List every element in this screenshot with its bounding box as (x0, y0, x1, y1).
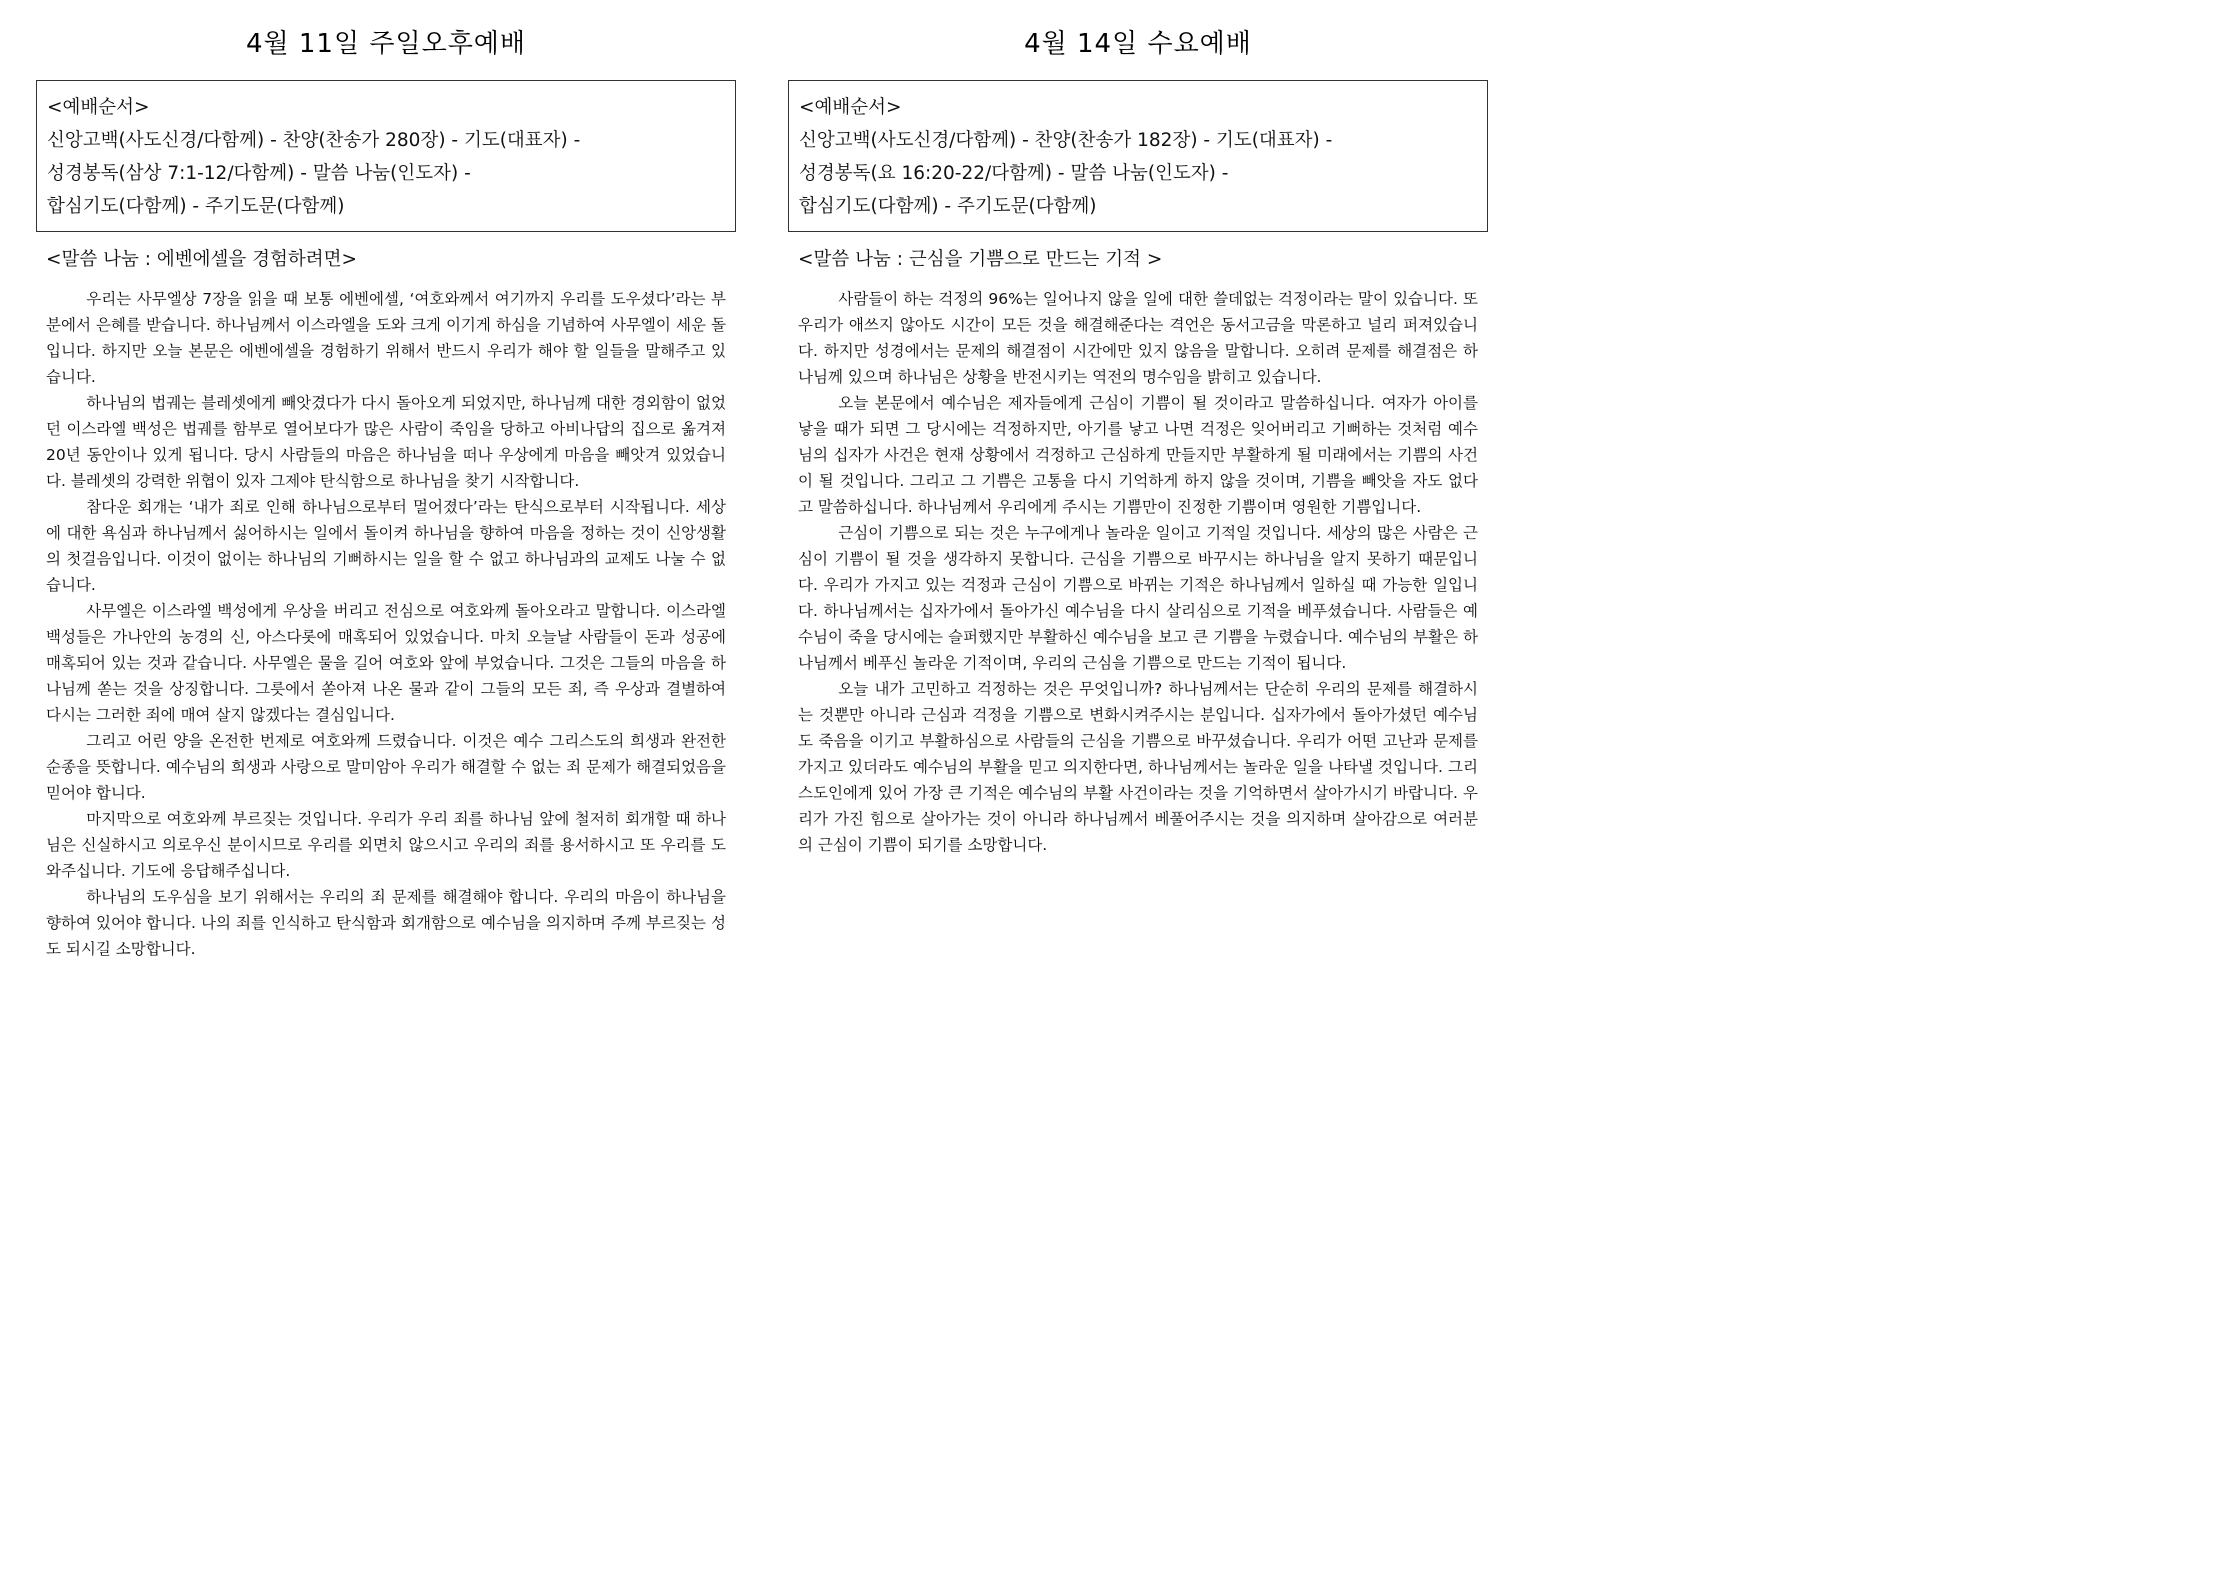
left-sermon-paragraph: 사무엘은 이스라엘 백성에게 우상을 버리고 전심으로 여호와께 돌아오라고 말합니다. 이스라엘 백성들은 가나안의 농경의 신, 아스다롯에 매혹되어 있었습니다. 마치 오늘날 사람들이 돈과 성공에 매혹되어 있는 것과 같습니다. 사무엘은 물을 길어 여호와 앞에 부었습니다. 그것은 그들의 마음을 하나님께 쏟는 것을 상징합니다. 그릇에서 쏟아져 나온 물과 같이 그들의 모든 죄, 즉 우상과 결별하여 다시는 그러한 죄에 매여 살지 않겠다는 결심입니다. (46, 602, 726, 724)
right-sermon-heading: <말씀 나눔 : 근심을 기쁨으로 만드는 기적 > (798, 249, 1163, 270)
right-sermon-paragraph: 오늘 내가 고민하고 걱정하는 것은 무엇입니까? 하나님께서는 단순히 우리의 문제를 해결하시는 것뿐만 아니라 근심과 걱정을 기쁨으로 변화시켜주시는 분입니다. 십자가에서 돌아가셨던 예수님도 죽음을 이기고 부활하심으로 사람들의 근심을 기쁨으로 바꾸셨습니다. 우리가 어떤 고난과 문제를 가지고 있더라도 예수님의 부활을 믿고 의지한다면, 하나님께서는 놀라운 일을 나타낼 것입니다. 그리스도인에게 있어 가장 큰 기적은 예수님의 부활 사건이라는 것을 기억하면서 살아가시기 바랍니다. 우리가 가진 힘으로 살아가는 것이 아니라 하나님께서 베풀어주시는 것을 의지하며 살아감으로 여러분의 근심이 기쁨이 되기를 소망합니다. (798, 680, 1478, 854)
left-order-line: 성경봉독(삼상 7:1-12/다함께) - 말씀 나눔(인도자) - (47, 163, 471, 184)
right-sermon-paragraph: 오늘 본문에서 예수님은 제자들에게 근심이 기쁨이 될 것이라고 말씀하십니다. 여자가 아이를 낳을 때가 되면 그 당시에는 걱정하지만, 아기를 낳고 나면 걱정은 잊어버리고 기뻐하는 것처럼 예수님의 십자가 사건은 현재 상황에서 걱정하고 근심하게 만들지만 부활하게 될 미래에서는 기쁨의 사건이 될 것입니다. 그리고 그 기쁨은 고통을 다시 기억하게 하지 않을 것이며, 기쁨을 빼앗을 자도 없다고 말씀하십니다. 하나님께서 우리에게 주시는 기쁨만이 진정한 기쁨이며 영원한 기쁨입니다. (798, 394, 1478, 516)
left-order-line: 신앙고백(사도신경/다함께) - 찬양(찬송가 280장) - 기도(대표자) - (47, 130, 581, 151)
left-sermon-paragraph: 하나님의 법궤는 블레셋에게 빼앗겼다가 다시 돌아오게 되었지만, 하나님께 대한 경외함이 없었던 이스라엘 백성은 법궤를 함부로 열어보다가 많은 사람이 죽임을 당하고 아비나답의 집으로 옮겨져 20년 동안이나 있게 됩니다. 당시 사람들의 마음은 하나님을 떠나 우상에게 마음을 빼앗겨 있었습니다. 블레셋의 강력한 위협이 있자 그제야 탄식함으로 하나님을 찾기 시작합니다. (46, 394, 726, 490)
left-sermon-paragraph: 그리고 어린 양을 온전한 번제로 여호와께 드렸습니다. 이것은 예수 그리스도의 희생과 완전한 순종을 뜻합니다. 예수님의 희생과 사랑으로 말미암아 우리가 해결할 수 없는 죄 문제가 해결되었음을 믿어야 합니다. (46, 732, 726, 802)
left-sermon-paragraph: 참다운 회개는 ‘내가 죄로 인해 하나님으로부터 멀어졌다’라는 탄식으로부터 시작됩니다. 세상에 대한 욕심과 하나님께서 싫어하시는 일에서 돌이켜 하나님을 향하여 마음을 정하는 것이 신앙생활의 첫걸음입니다. 이것이 없이는 하나님의 기뻐하시는 일을 할 수 없고 하나님과의 교제도 나눌 수 없습니다. (46, 498, 726, 594)
right-service-title: 4월 14일 수요예배 (1024, 29, 1252, 59)
right-sermon-paragraph: 근심이 기쁨으로 되는 것은 누구에게나 놀라운 일이고 기적일 것입니다. 세상의 많은 사람은 근심이 기쁨이 될 것을 생각하지 못합니다. 근심을 기쁨으로 바꾸시는 하나님을 알지 못하기 때문입니다. 우리가 가지고 있는 걱정과 근심이 기쁨으로 바뀌는 기적은 하나님께서 일하실 때 가능한 일입니다. 하나님께서는 십자가에서 돌아가신 예수님을 다시 살리심으로 기적을 베푸셨습니다. 사람들은 예수님이 죽을 당시에는 슬퍼했지만 부활하신 예수님을 보고 큰 기쁨을 누렸습니다. 예수님의 부활은 하나님께서 베푸신 놀라운 기적이며, 우리의 근심을 기쁨으로 만드는 기적이 됩니다. (798, 524, 1478, 672)
right-order-line: 신앙고백(사도신경/다함께) - 찬양(찬송가 182장) - 기도(대표자) - (799, 130, 1333, 151)
left-service-title: 4월 11일 주일오후예배 (245, 29, 527, 59)
left-sermon-paragraph: 하나님의 도우심을 보기 위해서는 우리의 죄 문제를 해결해야 합니다. 우리의 마음이 하나님을 향하여 있어야 합니다. 나의 죄를 인식하고 탄식함과 회개함으로 예수님을 의지하며 주께 부르짖는 성도 되시길 소망합니다. (46, 888, 726, 958)
right-bulletin-column (788, 0, 1488, 858)
left-order-heading: <예배순서> (47, 97, 150, 118)
left-worship-order-box (36, 80, 736, 232)
left-bulletin-column (36, 0, 736, 962)
left-order-line: 합심기도(다함께) - 주기도문(다함께) (47, 196, 345, 217)
right-order-line: 성경봉독(요 16:20-22/다함께) - 말씀 나눔(인도자) - (799, 163, 1229, 184)
right-order-line: 합심기도(다함께) - 주기도문(다함께) (799, 196, 1097, 217)
right-sermon-body (788, 286, 1488, 858)
right-sermon-paragraph: 사람들이 하는 걱정의 96%는 일어나지 않을 일에 대한 쓸데없는 걱정이라는 말이 있습니다. 또 우리가 애쓰지 않아도 시간이 모든 것을 해결해준다는 격언은 동서고금을 막론하고 널리 퍼져있습니다. 하지만 성경에서는 문제의 해결점이 시간에만 있지 않음을 말합니다. 오히려 문제를 해결점은 하나님께 있으며 하나님은 상황을 반전시키는 역전의 명수임을 밝히고 있습니다. (798, 290, 1478, 386)
left-sermon-heading: <말씀 나눔 : 에벤에셀을 경험하려면> (46, 249, 357, 270)
left-sermon-paragraph: 우리는 사무엘상 7장을 읽을 때 보통 에벤에셀, ‘여호와께서 여기까지 우리를 도우셨다’라는 부분에서 은혜를 받습니다. 하나님께서 이스라엘을 도와 크게 이기게 하심을 기념하여 사무엘이 세운 돌입니다. 하지만 오늘 본문은 에벤에셀을 경험하기 위해서 반드시 우리가 해야 할 일들을 말해주고 있습니다. (46, 290, 726, 386)
right-order-heading: <예배순서> (799, 97, 902, 118)
left-sermon-paragraph: 마지막으로 여호와께 부르짖는 것입니다. 우리가 우리 죄를 하나님 앞에 철저히 회개할 때 하나님은 신실하시고 의로우신 분이시므로 우리를 외면치 않으시고 우리의 죄를 용서하시고 또 우리를 도와주십니다. 기도에 응답해주십니다. (46, 810, 726, 880)
right-worship-order-box (788, 80, 1488, 232)
left-sermon-body (36, 286, 736, 962)
